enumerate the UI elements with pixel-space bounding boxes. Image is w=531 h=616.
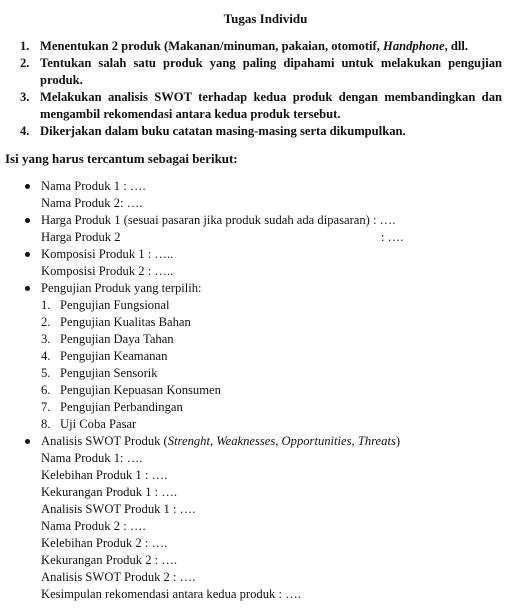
pengujian-item — [22, 314, 512, 331]
swot-heading-italic: Strenght, Weaknesses, Opportunities, Threats — [167, 434, 396, 448]
item-number: 2. — [41, 315, 51, 329]
harga-produk-1: Harga Produk 1 (sesuai pasaran jika produk sudah ada dipasaran) : …. — [22, 212, 512, 229]
item-label: Pengujian Fungsional — [60, 298, 170, 312]
harga-produk-2-label: Harga Produk 2 — [41, 230, 121, 244]
nama-produk-2: Nama Produk 2: …. — [41, 196, 143, 210]
task-number: 1. — [20, 39, 30, 53]
item-number: 6. — [41, 383, 51, 397]
task-item-2 — [20, 55, 502, 89]
content-list — [22, 178, 512, 603]
swot-heading-end: ) — [395, 434, 401, 448]
komposisi-produk-2: Komposisi Produk 2 : ….. — [41, 264, 174, 278]
pengujian-item — [22, 365, 512, 382]
swot-line: Nama Produk 1: …. — [41, 451, 143, 465]
task-number: 3. — [20, 90, 30, 104]
item-label: Pengujian Perbandingan — [60, 400, 183, 414]
item-number: 4. — [41, 349, 51, 363]
swot-line: Analisis SWOT Produk 2 : …. — [41, 570, 196, 584]
task-text-end: , dll. — [444, 39, 469, 53]
section-heading: Isi yang harus tercantum sebagai berikut: — [5, 151, 238, 166]
item-label: Pengujian Sensorik — [60, 366, 158, 380]
item-number: 5. — [41, 366, 51, 380]
swot-line: Nama Produk 2 : …. — [41, 519, 146, 533]
task-text: Melakukan analisis SWOT terhadap kedua produk dengan membandingkan dan mengambil rekomendasi antara kedua produk tersebut. — [40, 90, 502, 121]
pengujian-item — [22, 382, 512, 399]
task-item-3 — [20, 89, 502, 123]
swot-heading — [22, 433, 512, 450]
item-number: 7. — [41, 400, 51, 414]
item-number: 8. — [41, 417, 51, 431]
task-number: 2. — [20, 56, 30, 70]
task-list — [20, 38, 502, 140]
pengujian-item — [22, 348, 512, 365]
pengujian-item — [22, 399, 512, 416]
task-text: Menentukan 2 produk (Makanan/minuman, pakaian, otomotif, — [40, 39, 384, 53]
nama-produk-1: Nama Produk 1 : …. — [22, 178, 512, 195]
task-text: Tentukan salah satu produk yang paling dipahami untuk melakukan pengujian produk. — [40, 56, 502, 87]
swot-line: Kelebihan Produk 1 : …. — [41, 468, 168, 482]
task-item-4 — [20, 123, 502, 140]
harga-produk-2-value: : …. — [381, 230, 404, 244]
swot-line: Kelebihan Produk 2 : …. — [41, 536, 168, 550]
swot-line: Kekurangan Produk 2 : …. — [41, 553, 178, 567]
swot-line: Kesimpulan rekomendasi antara kedua produk : …. — [41, 587, 301, 601]
item-number: 3. — [41, 332, 51, 346]
swot-line: Analisis SWOT Produk 1 : …. — [41, 502, 196, 516]
item-label: Pengujian Daya Tahan — [60, 332, 174, 346]
item-number: 1. — [41, 298, 51, 312]
item-label: Pengujian Kualitas Bahan — [60, 315, 191, 329]
task-number: 4. — [20, 124, 30, 138]
pengujian-item — [22, 416, 512, 433]
komposisi-produk-1: Komposisi Produk 1 : ….. — [22, 246, 512, 263]
item-label: Pengujian Keamanan — [60, 349, 168, 363]
task-text: Dikerjakan dalam buku catatan masing-masing serta dikumpulkan. — [40, 124, 406, 138]
swot-line: Kekurangan Produk 1 : …. — [41, 485, 178, 499]
task-text-italic: Handphone — [383, 39, 445, 53]
item-label: Pengujian Kepuasan Konsumen — [60, 383, 221, 397]
pengujian-item — [22, 331, 512, 348]
item-label: Uji Coba Pasar — [60, 417, 137, 431]
pengujian-item — [22, 297, 512, 314]
harga-produk-2 — [22, 229, 512, 246]
page-title: Tugas Individu — [223, 11, 308, 26]
pengujian-heading: Pengujian Produk yang terpilih: — [22, 280, 512, 297]
swot-heading-text: Analisis SWOT Produk ( — [41, 434, 168, 448]
task-item-1 — [20, 38, 502, 55]
